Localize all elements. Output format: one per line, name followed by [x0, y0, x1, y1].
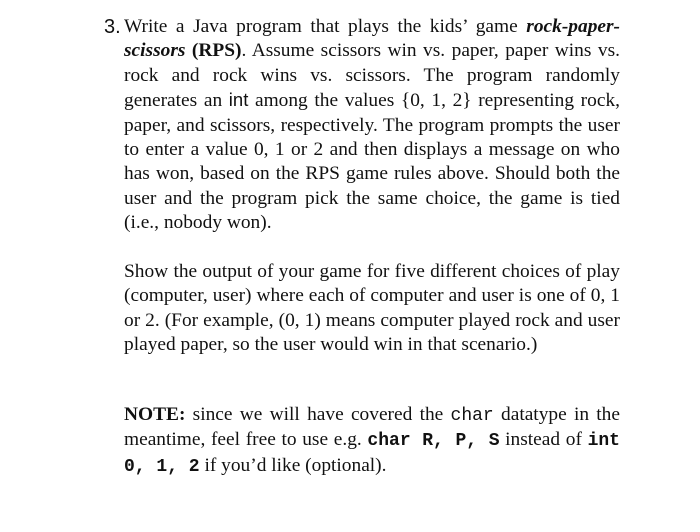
rps-abbreviation: (RPS) [185, 40, 242, 62]
note-label: NOTE: [124, 404, 186, 425]
p1-text-3: among the values {0, 1, 2} representing rock, paper, and scissors, respectively. The program prompts the user to enter a value 0, 1 or 2 and then displays a message on who has won, based on the RPS game rules above. Should both the user and the program pick the same choice, the game is tied (i.e., nobody won). [124, 90, 620, 234]
note-paragraph [124, 403, 620, 479]
p3-text-4: if you’d like (optional). [199, 454, 387, 476]
p1-text-2: . Assume scissors win vs. paper, paper wins vs. rock and rock wins vs. scissors. The program randomly generates an [124, 40, 620, 112]
p3-text-1: since we will have covered the [185, 404, 451, 425]
p2-text: Show the output of your game for five different choices of play (computer, user) where each of computer and user is one of 0, 1 or 2. (For example, (0, 1) means computer played rock and user played paper, so the user would win in that scenario.) [124, 261, 620, 356]
question-paragraph-2 [124, 260, 620, 358]
question-paragraph-1 [124, 15, 620, 236]
p3-text-3: instead of [499, 429, 588, 451]
int-example-code: int 0, 1, 2 [124, 431, 620, 477]
rps-game-name: rock-paper-scissors [124, 16, 620, 62]
p1-text-1: Write a Java program that plays the kids’ game [124, 16, 527, 37]
char-keyword: char [450, 406, 494, 426]
question-number: 3. [104, 16, 121, 38]
char-example-code: char R, P, S [367, 431, 500, 452]
p3-text-2: datatype in the meantime, feel free to use e.g. [124, 404, 620, 451]
int-keyword: int [228, 89, 249, 111]
